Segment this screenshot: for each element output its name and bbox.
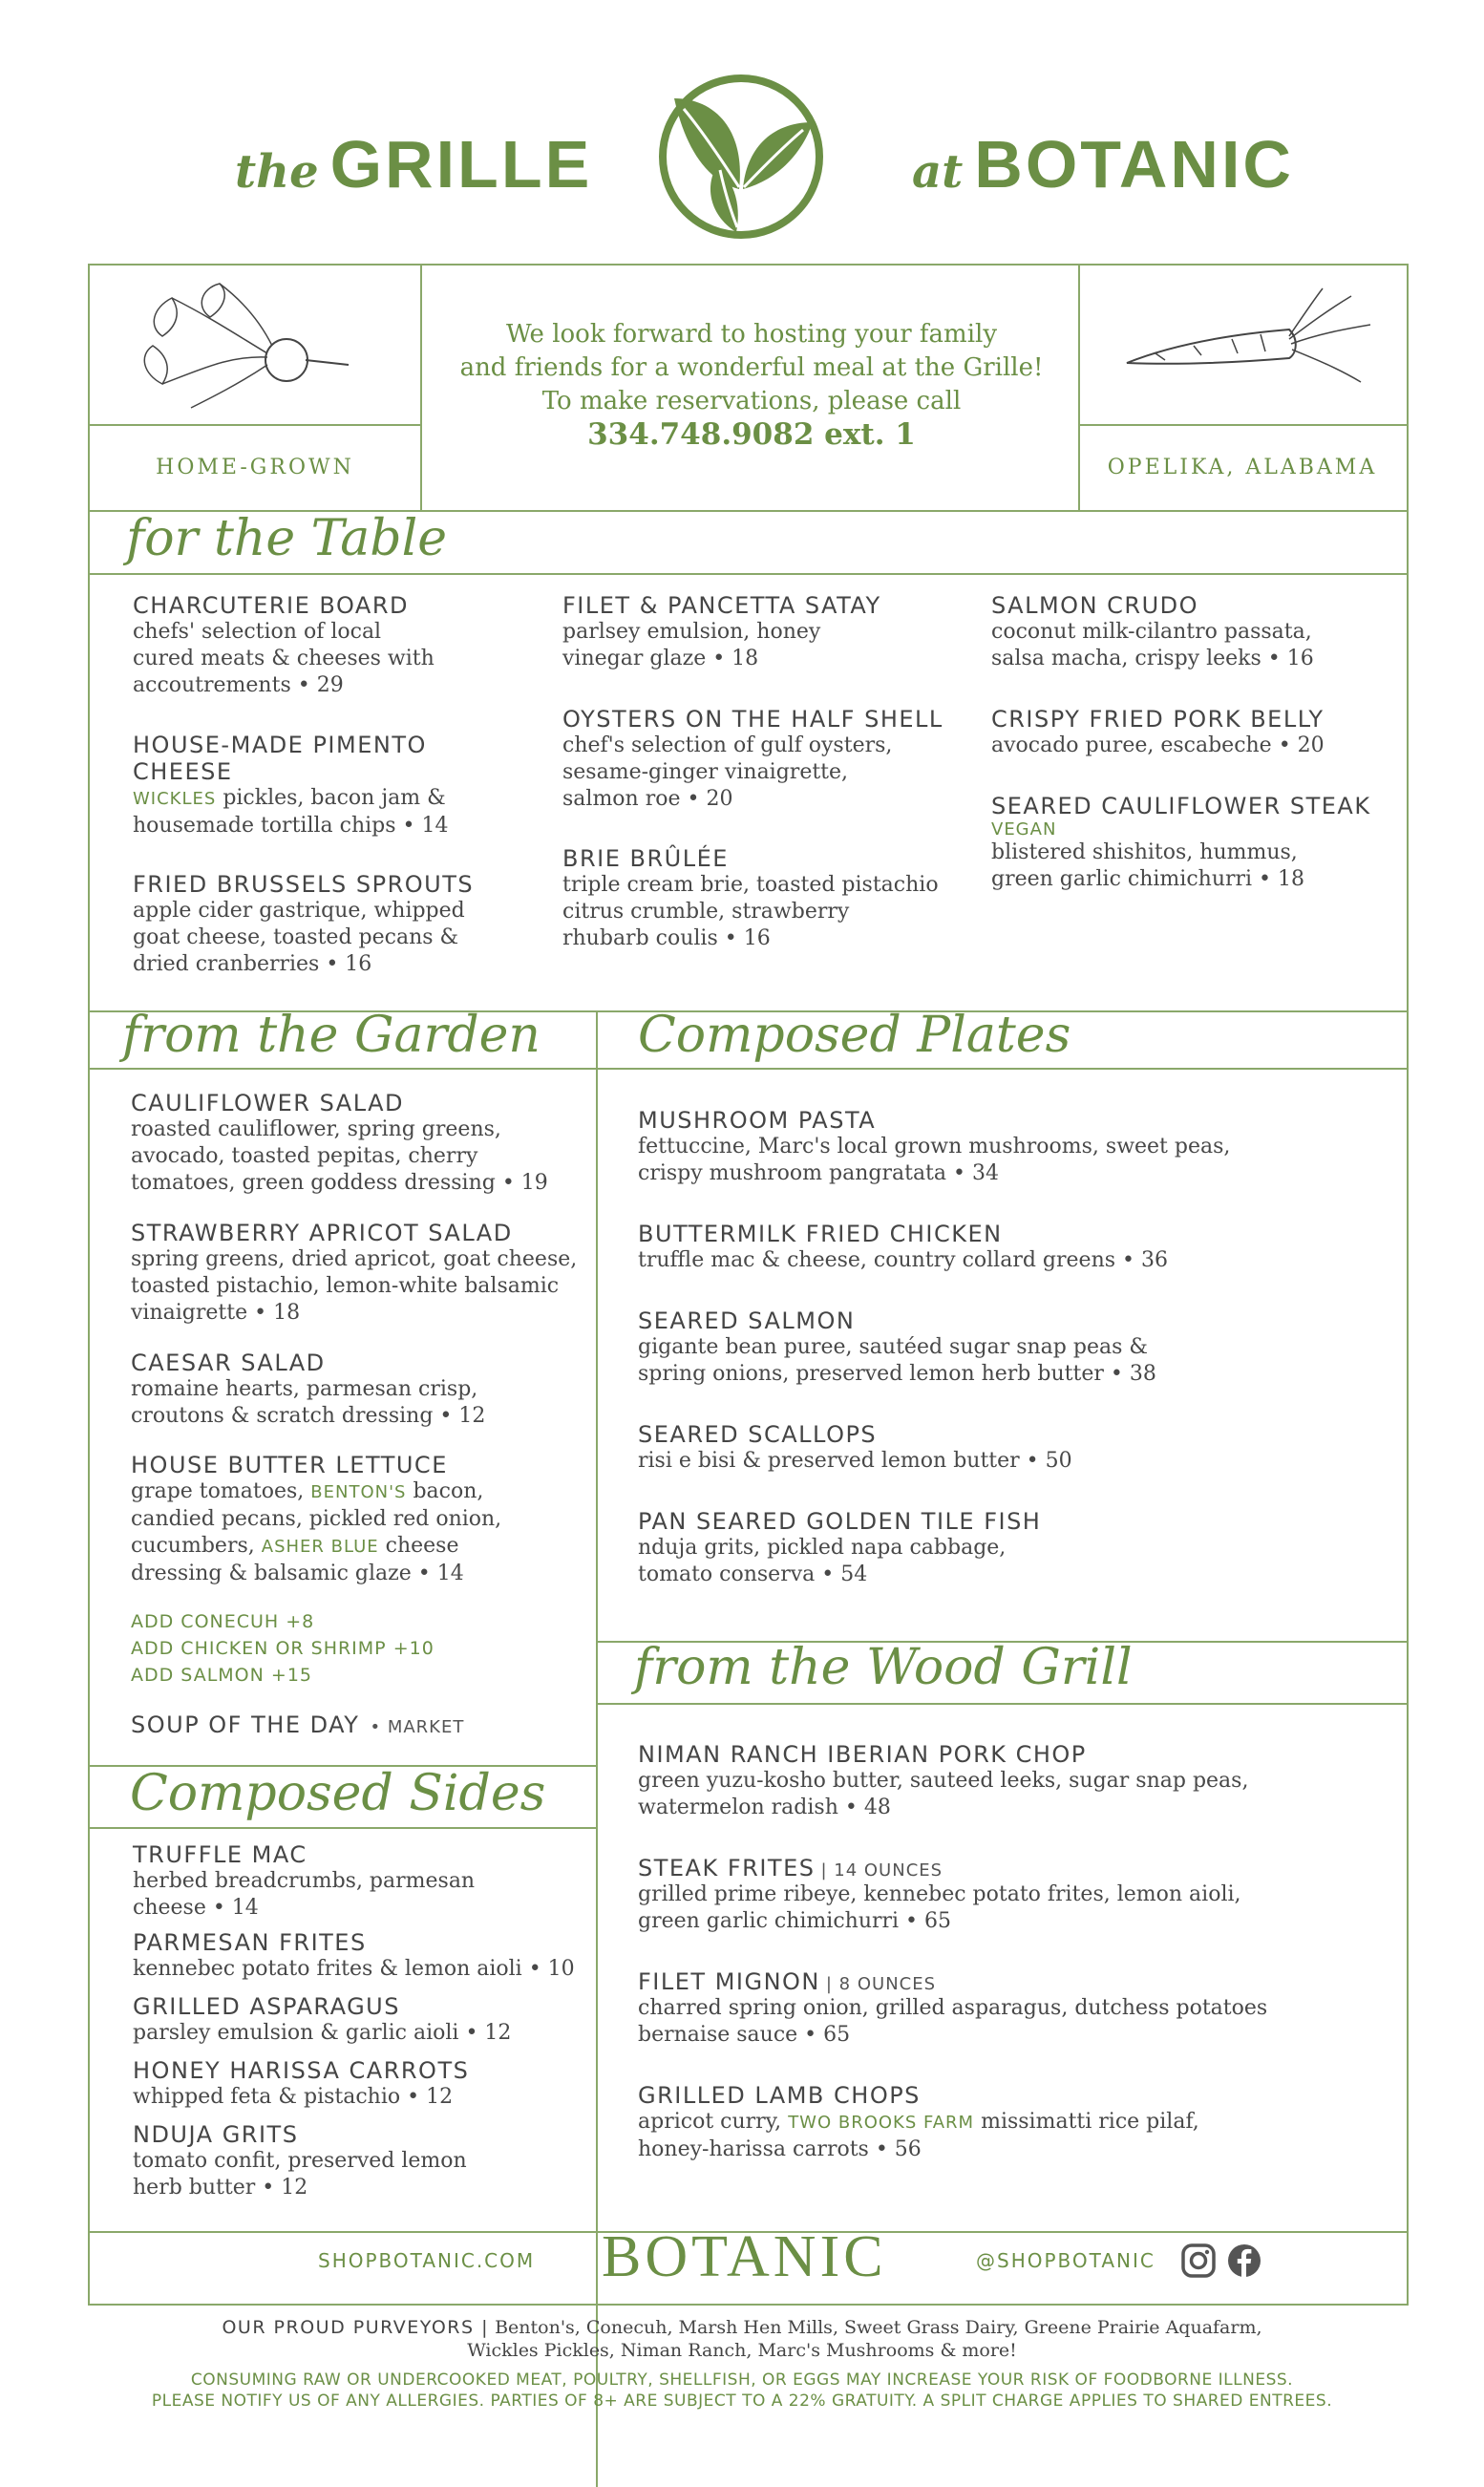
item-name: GRILLED ASPARAGUS	[133, 1993, 400, 2020]
add-on-price: +10	[392, 1638, 435, 1659]
item-desc: parlsey emulsion, honey	[562, 620, 821, 644]
menu-item	[638, 2082, 1199, 2163]
item-desc: parsley emulsion & garlic aioli • 12	[133, 2021, 512, 2045]
item-desc: crispy mushroom pangratata • 34	[638, 1161, 999, 1185]
item-desc: herb butter • 12	[133, 2176, 308, 2200]
menu-item-soup	[131, 1711, 464, 1738]
item-desc: salsa macha, crispy leeks • 16	[991, 647, 1314, 670]
item-desc: spring greens, dried apricot, goat cheese,	[131, 1247, 578, 1271]
item-desc: toasted pistachio, lemon-white balsamic	[131, 1274, 560, 1298]
item-name: BUTTERMILK FRIED CHICKEN	[638, 1221, 1003, 1247]
item-desc: triple cream brie, toasted pistachio	[562, 873, 939, 897]
item-desc: green yuzu-kosho butter, sauteed leeks, sugar snap peas,	[638, 1769, 1249, 1793]
item-desc: gigante bean puree, sautéed sugar snap peas &	[638, 1335, 1148, 1359]
item-desc-text: pickles, bacon jam &	[223, 786, 446, 810]
carrot-illustration-icon	[1117, 287, 1375, 392]
menu-item	[133, 1929, 575, 1983]
item-desc: vinegar glaze • 18	[562, 647, 759, 670]
item-tag: TWO BROOKS FARM	[788, 2113, 975, 2133]
menu-item	[133, 592, 435, 699]
item-desc	[131, 1533, 501, 1561]
item-name: STEAK FRITES	[638, 1855, 816, 1881]
item-name: NDUJA GRITS	[133, 2121, 299, 2148]
item-name: CHEESE	[133, 758, 233, 785]
menu-item	[562, 845, 939, 952]
header-at: at	[912, 145, 964, 199]
warning-line: PLEASE NOTIFY US OF ANY ALLERGIES. PARTIES OF 8+ ARE SUBJECT TO A 22% GRATUITY. A SPLIT CHARGE APPLIES TO SHARED ENTREES.	[151, 2391, 1333, 2411]
purveyors-label: OUR PROUD PURVEYORS |	[222, 2317, 490, 2338]
menu-item	[991, 706, 1325, 759]
item-desc: cheese • 14	[133, 1896, 259, 1920]
item-desc: apple cider gastrique, whipped	[133, 899, 465, 923]
item-desc: coconut milk-cilantro passata,	[991, 620, 1312, 644]
item-name: SALMON CRUDO	[991, 592, 1199, 619]
item-name: HOUSE BUTTER LETTUCE	[131, 1452, 448, 1478]
item-desc: green garlic chimichurri • 18	[991, 867, 1305, 891]
item-desc: chef's selection of gulf oysters,	[562, 733, 893, 757]
item-desc: charred spring onion, grilled asparagus, dutchess potatoes	[638, 1996, 1268, 2020]
menu-item	[638, 1741, 1248, 1821]
badge-location: OPELIKA, ALABAMA	[1107, 456, 1378, 479]
section-title-plates: Composed Plates	[638, 1007, 1071, 1064]
social-handle-link[interactable]: @SHOPBOTANIC	[976, 2249, 1155, 2272]
intro-line: To make reservations, please call	[541, 387, 962, 415]
item-name: FILET MIGNON	[638, 1968, 820, 1995]
item-name: HONEY HARISSA CARROTS	[133, 2057, 470, 2084]
header-title-right	[912, 126, 1294, 202]
facebook-icon[interactable]	[1226, 2243, 1262, 2279]
item-desc: sesame-ginger vinaigrette,	[562, 760, 849, 784]
add-on	[131, 1635, 435, 1662]
radish-illustration-icon	[134, 279, 353, 413]
menu-item	[562, 592, 881, 672]
item-price: • MARKET	[370, 1717, 465, 1737]
item-desc: tomato conserva • 54	[638, 1562, 868, 1586]
add-on-price: +15	[270, 1665, 313, 1686]
purveyors-list: Benton's, Conecuh, Marsh Hen Mills, Sweet Grass Dairy, Greene Prairie Aquafarm,	[495, 2317, 1262, 2338]
item-tag: VEGAN	[991, 819, 1057, 840]
intro-line: We look forward to hosting your family	[505, 320, 998, 349]
item-name: HOUSE-MADE PIMENTO	[133, 732, 427, 758]
item-unit: | 14 OUNCES	[820, 1860, 943, 1881]
menu-item	[133, 2057, 469, 2111]
item-name: TRUFFLE MAC	[133, 1841, 307, 1868]
add-on-list	[131, 1608, 435, 1689]
add-on	[131, 1608, 435, 1635]
item-desc-text: apricot curry,	[638, 2110, 782, 2134]
menu-item	[133, 1841, 475, 1922]
add-on	[131, 1662, 435, 1689]
menu-item	[638, 1968, 1267, 2049]
item-desc: honey-harissa carrots • 56	[638, 2137, 922, 2161]
item-desc: croutons & scratch dressing • 12	[131, 1404, 486, 1428]
item-desc: blistered shishitos, hummus,	[991, 840, 1298, 864]
menu-item	[638, 1307, 1156, 1388]
item-tag: ASHER BLUE	[261, 1537, 379, 1557]
item-name: CHARCUTERIE BOARD	[133, 592, 409, 619]
item-desc: avocado puree, escabeche • 20	[991, 733, 1325, 757]
menu-item	[638, 1107, 1230, 1187]
item-desc: herbed breadcrumbs, parmesan	[133, 1869, 476, 1893]
purveyors-note	[95, 2316, 1389, 2362]
section-title-garden: from the Garden	[122, 1007, 541, 1064]
item-desc: chefs' selection of local	[133, 620, 382, 644]
header-botanic: BOTANIC	[974, 127, 1294, 202]
menu-item	[638, 1421, 1072, 1475]
item-desc: accoutrements • 29	[133, 673, 344, 697]
item-desc: avocado, toasted pepitas, cherry	[131, 1144, 478, 1168]
item-desc: whipped feta & pistachio • 12	[133, 2085, 454, 2109]
menu-item	[131, 1090, 548, 1197]
item-name: MUSHROOM PASTA	[638, 1107, 877, 1134]
item-name: CRISPY FRIED PORK BELLY	[991, 706, 1325, 733]
item-desc	[131, 1478, 501, 1506]
item-name: CAESAR SALAD	[131, 1350, 326, 1376]
item-desc: vinaigrette • 18	[131, 1301, 301, 1325]
item-desc	[638, 2109, 1199, 2136]
leaf-logo-icon	[646, 74, 837, 239]
item-desc: cured meats & cheeses with	[133, 647, 435, 670]
warning-line: CONSUMING RAW OR UNDERCOOKED MEAT, POULTRY, SHELLFISH, OR EGGS MAY INCREASE YOUR RISK OF FOODBORNE ILLNESS.	[190, 2370, 1294, 2390]
item-desc: watermelon radish • 48	[638, 1796, 891, 1819]
item-desc: citrus crumble, strawberry	[562, 900, 850, 924]
menu-item	[133, 2121, 467, 2201]
item-name: SOUP OF THE DAY	[131, 1711, 360, 1738]
purveyors-list: Wickles Pickles, Niman Ranch, Marc's Mushrooms & more!	[467, 2340, 1017, 2361]
add-on-label: ADD SALMON	[131, 1665, 265, 1686]
badge-home-grown: HOME-GROWN	[156, 456, 354, 479]
add-on-label: ADD CHICKEN OR SHRIMP	[131, 1638, 387, 1659]
item-name: SEARED SCALLOPS	[638, 1421, 878, 1448]
item-desc-text: missimatti rice pilaf,	[981, 2110, 1199, 2134]
menu-item	[991, 793, 1371, 893]
item-name: BRIE BRÛLÉE	[562, 845, 729, 872]
item-desc: green garlic chimichurri • 65	[638, 1909, 952, 1933]
item-desc: dressing & balsamic glaze • 14	[131, 1562, 464, 1585]
item-desc: rhubarb coulis • 16	[562, 926, 771, 950]
instagram-icon[interactable]	[1180, 2243, 1217, 2279]
item-desc	[133, 785, 448, 813]
menu-item	[991, 592, 1314, 672]
item-desc: salmon roe • 20	[562, 787, 733, 811]
header-the: the	[235, 145, 319, 199]
item-name: SEARED SALMON	[638, 1307, 856, 1334]
item-name: PARMESAN FRITES	[133, 1929, 367, 1956]
item-name: OYSTERS ON THE HALF SHELL	[562, 706, 943, 733]
item-desc: truffle mac & cheese, country collard greens • 36	[638, 1248, 1168, 1272]
header-grille: GRILLE	[329, 127, 593, 202]
item-desc: spring onions, preserved lemon herb butter • 38	[638, 1362, 1156, 1386]
item-desc: roasted cauliflower, spring greens,	[131, 1117, 501, 1141]
item-name: NIMAN RANCH IBERIAN PORK CHOP	[638, 1741, 1087, 1768]
menu-item	[131, 1220, 577, 1327]
item-name: FILET & PANCETTA SATAY	[562, 592, 881, 619]
item-name: GRILLED LAMB CHOPS	[638, 2082, 921, 2109]
item-desc: risi e bisi & preserved lemon butter • 50	[638, 1449, 1072, 1473]
item-desc-text: grape tomatoes,	[131, 1479, 305, 1503]
header-title-left	[235, 126, 592, 202]
intro-line: and friends for a wonderful meal at the Grille!	[459, 353, 1044, 382]
item-desc: grilled prime ribeye, kennebec potato frites, lemon aioli,	[638, 1882, 1241, 1906]
menu-item	[638, 1221, 1168, 1274]
item-desc: tomato confit, preserved lemon	[133, 2149, 467, 2173]
menu-item	[131, 1452, 501, 1587]
item-desc-text: cucumbers,	[131, 1534, 255, 1558]
menu-item	[562, 706, 943, 813]
menu-item	[131, 1350, 485, 1430]
menu-item	[638, 1508, 1041, 1588]
item-unit: | 8 OUNCES	[825, 1974, 937, 1994]
item-desc: kennebec potato frites & lemon aioli • 10	[133, 1957, 575, 1981]
add-on-price: +8	[286, 1611, 315, 1632]
item-tag: WICKLES	[133, 789, 217, 809]
consumer-warning	[57, 2370, 1427, 2412]
section-title-sides: Composed Sides	[130, 1765, 546, 1822]
item-name: CAULIFLOWER SALAD	[131, 1090, 405, 1116]
item-desc-text: bacon,	[413, 1479, 484, 1503]
section-title-table: for the Table	[126, 510, 447, 567]
section-title-wood-grill: from the Wood Grill	[634, 1639, 1133, 1696]
item-name: SEARED CAULIFLOWER STEAK	[991, 793, 1371, 819]
item-name: PAN SEARED GOLDEN TILE FISH	[638, 1508, 1042, 1535]
item-desc: bernaise sauce • 65	[638, 2023, 851, 2047]
item-desc: nduja grits, pickled napa cabbage,	[638, 1536, 1007, 1560]
item-desc: candied pecans, pickled red onion,	[131, 1507, 502, 1531]
item-name: FRIED BRUSSELS SPROUTS	[133, 871, 475, 898]
item-desc: dried cranberries • 16	[133, 952, 372, 976]
item-desc-text: cheese	[385, 1534, 459, 1558]
menu-item	[133, 871, 474, 978]
item-desc: housemade tortilla chips • 14	[133, 814, 449, 838]
add-on-label: ADD CONECUH	[131, 1611, 280, 1632]
item-desc: fettuccine, Marc's local grown mushrooms, sweet peas,	[638, 1135, 1231, 1158]
item-name: STRAWBERRY APRICOT SALAD	[131, 1220, 513, 1246]
item-desc: goat cheese, toasted pecans &	[133, 925, 459, 949]
menu-item	[133, 732, 448, 840]
botanic-brand-logo: BOTANIC	[602, 2224, 887, 2289]
reservation-phone[interactable]: 334.748.9082 ext. 1	[587, 417, 916, 452]
website-link[interactable]: SHOPBOTANIC.COM	[318, 2249, 536, 2272]
item-tag: BENTON'S	[310, 1482, 407, 1502]
menu-item	[133, 1993, 511, 2047]
intro-text	[422, 318, 1081, 452]
item-desc: tomatoes, green goddess dressing • 19	[131, 1171, 548, 1195]
menu-item	[638, 1855, 1241, 1935]
item-desc: romaine hearts, parmesan crisp,	[131, 1377, 478, 1401]
